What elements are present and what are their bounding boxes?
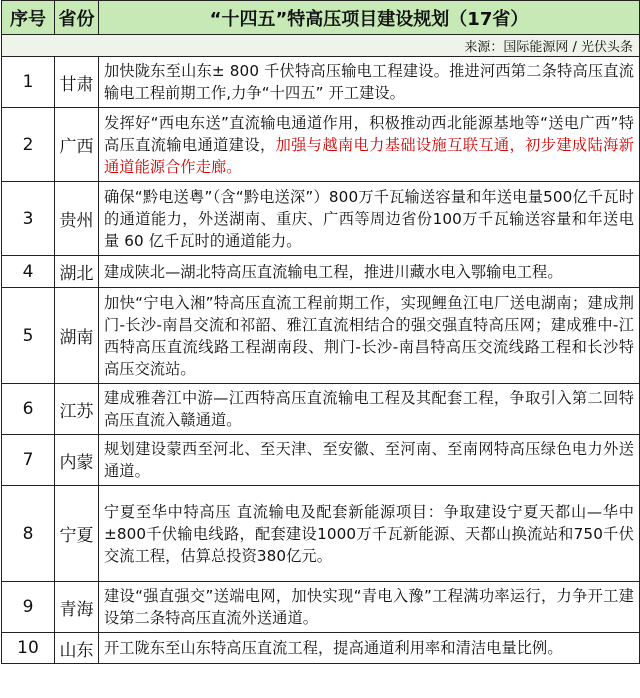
row-content xyxy=(99,288,640,384)
row-province: 广西 xyxy=(55,108,99,182)
row-number: 10 xyxy=(2,633,55,664)
row-number: 5 xyxy=(2,288,55,384)
row-number: 1 xyxy=(2,57,55,108)
row-province: 宁夏 xyxy=(55,486,99,582)
row-text: 建设“强直强交”送端电网，加快实现“青电入豫”工程满功率运行，力争开工建设第二条特高压直流外送通道。 xyxy=(104,587,634,627)
row-content xyxy=(99,633,640,664)
row-province: 江苏 xyxy=(55,384,99,435)
source-text: 来源：国际能源网 / 光伏头条 xyxy=(2,35,640,57)
row-content xyxy=(99,182,640,256)
row-text: 建成陕北—湖北特高压直流输电工程，推进川藏水电入鄂输电工程。 xyxy=(104,262,563,281)
row-number: 9 xyxy=(2,582,55,633)
row-number: 8 xyxy=(2,486,55,582)
header-no: 序号 xyxy=(2,1,55,35)
row-province: 山东 xyxy=(55,633,99,664)
table-row xyxy=(2,182,640,256)
row-province: 内蒙 xyxy=(55,435,99,486)
row-content xyxy=(99,108,640,182)
row-province: 青海 xyxy=(55,582,99,633)
table-title: “十四五”特高压项目建设规划（17省） xyxy=(99,1,640,35)
row-province: 甘肃 xyxy=(55,57,99,108)
row-province: 湖南 xyxy=(55,288,99,384)
table-row xyxy=(2,435,640,486)
row-number: 3 xyxy=(2,182,55,256)
table-row xyxy=(2,486,640,582)
row-text: 规划建设蒙西至河北、至天津、至安徽、至河南、至南网特高压绿色电力外送通道。 xyxy=(104,440,634,480)
table-row xyxy=(2,57,640,108)
row-number: 4 xyxy=(2,256,55,288)
row-province: 湖北 xyxy=(55,256,99,288)
row-text: 开工陇东至山东特高压直流工程，提高通道利用率和清洁电量比例。 xyxy=(104,639,563,657)
table-row xyxy=(2,256,640,288)
row-highlight-text: 加强与越南电力基础设施互联互通，初步建成陆海新通道能源合作走廊。 xyxy=(104,135,634,176)
row-content xyxy=(99,57,640,108)
table-row xyxy=(2,582,640,633)
table-row xyxy=(2,288,640,384)
plan-table xyxy=(1,0,640,664)
table-row xyxy=(2,384,640,435)
row-text: 宁夏至华中特高压 直流输电及配套新能源项目：争取建设宁夏天都山—华中±800千伏输电线路，配套建设1000万千瓦新能源、天都山换流站和750千伏交流工程，估算总投资380亿元。 xyxy=(104,502,634,565)
row-text: 加快“宁电入湘”特高压直流工程前期工作，实现鲤鱼江电厂送电湖南；建成荆门-长沙-南昌交流和祁韶、雅江直流相结合的强交强直特高压网；建成雅中-江西特高压直流线路工程湖南段、荆门-长沙-南昌特高压交流线路工程和长沙特高压交流站。 xyxy=(104,293,634,378)
table-header-row xyxy=(2,1,640,35)
header-province: 省份 xyxy=(55,1,99,35)
row-text: 加快陇东至山东± 800 千伏特高压输电工程建设。推进河西第二条特高压直流输电工程前期工作,力争“十四五” 开工建设。 xyxy=(104,62,634,102)
row-content xyxy=(99,435,640,486)
row-text: 确保“黔电送粤”（含“黔电送深”）800万千瓦输送容量和年送电量500亿千瓦时的通道能力，外送湖南、重庆、广西等周边省份100万千瓦输送容量和年送电量 60 亿千瓦时的通道能力。 xyxy=(104,187,634,250)
row-text: 建成雅砻江中游—江西特高压直流输电工程及其配套工程，争取引入第二回特高压直流入赣通道。 xyxy=(104,389,634,429)
row-content xyxy=(99,486,640,582)
table-row xyxy=(2,108,640,182)
row-content xyxy=(99,582,640,633)
source-row xyxy=(2,35,640,57)
row-content xyxy=(99,384,640,435)
row-number: 2 xyxy=(2,108,55,182)
row-text: 发挥好“西电东送”直流输电通道作用，积极推动西北能源基地等“送电广西”特高压直流输电通道建设， xyxy=(104,113,634,154)
row-content xyxy=(99,256,640,288)
row-number: 7 xyxy=(2,435,55,486)
row-number: 6 xyxy=(2,384,55,435)
row-province: 贵州 xyxy=(55,182,99,256)
table-row xyxy=(2,633,640,664)
